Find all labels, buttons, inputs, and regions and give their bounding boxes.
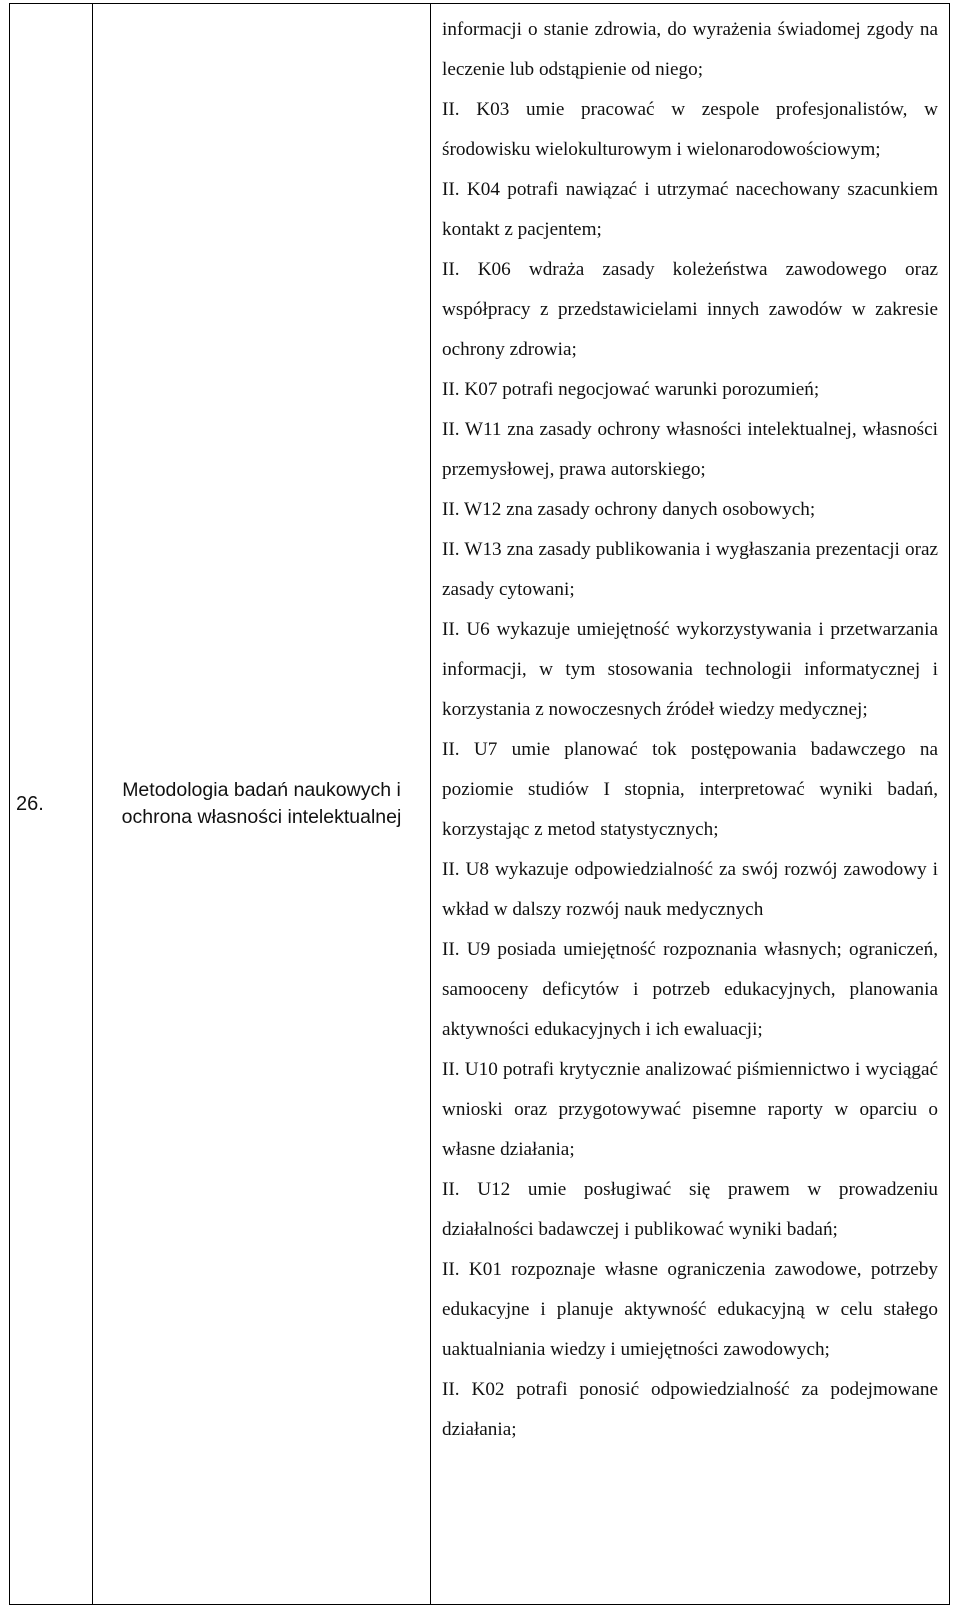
outcome-item: II. K06 wdraża zasady koleżeństwa zawodowego oraz współpracy z przedstawicielami innych zawodów w zakresie ochrony zdrowia; (442, 259, 938, 360)
outcome-item: II. U7 umie planować tok postępowania badawczego na poziomie studiów I stopnia, interpretować wyniki badań, korzystając z metod statystycznych; (442, 739, 938, 840)
row-number: 26. (10, 4, 93, 1605)
outcome-item: II. K04 potrafi nawiązać i utrzymać nacechowany szacunkiem kontakt z pacjentem; (442, 179, 938, 240)
outcome-item: II. W11 zna zasady ochrony własności intelektualnej, własności przemysłowej, prawa autorskiego; (442, 419, 938, 480)
outcome-item: II. W12 zna zasady ochrony danych osobowych; (442, 499, 816, 520)
outcome-item: II. K01 rozpoznaje własne ograniczenia zawodowe, potrzeby edukacyjne i planuje aktywność edukacyjną w celu stałego uaktualniania wiedzy i umiejętności zawodowych; (442, 1259, 938, 1360)
outcome-item: II. U10 potrafi krytycznie analizować piśmiennictwo i wyciągać wnioski oraz przygotowywać pisemne raporty w oparciu o własne działania; (442, 1059, 938, 1160)
outcome-item: II. U8 wykazuje odpowiedzialność za swój rozwój zawodowy i wkład w dalszy rozwój nauk medycznych (442, 859, 938, 920)
table-row (10, 4, 950, 1605)
outcome-item: II. K03 umie pracować w zespole profesjonalistów, w środowisku wielokulturowym i wielonarodowościowym; (442, 99, 938, 160)
course-name-line: Metodologia badań naukowych i (122, 779, 401, 801)
outcome-item: II. K07 potrafi negocjować warunki porozumień; (442, 379, 820, 400)
outcome-item: II. W13 zna zasady publikowania i wygłaszania prezentacji oraz zasady cytowani; (442, 539, 938, 600)
course-name (93, 4, 431, 1605)
learning-outcomes (431, 4, 950, 1605)
curriculum-table (9, 3, 950, 1605)
outcome-item: II. U9 posiada umiejętność rozpoznania własnych; ograniczeń, samooceny deficytów i potrzeb edukacyjnych, planowania aktywności edukacyjnych i ich ewaluacji; (442, 939, 938, 1040)
course-name-line: ochrona własności intelektualnej (121, 806, 402, 828)
outcome-item: informacji o stanie zdrowia, do wyrażenia świadomej zgody na leczenie lub odstąpienie od niego; (442, 19, 938, 80)
outcome-item: II. U6 wykazuje umiejętność wykorzystywania i przetwarzania informacji, w tym stosowania technologii informatycznej i korzystania z nowoczesnych źródeł wiedzy medycznej; (442, 619, 938, 720)
outcome-item: II. U12 umie posługiwać się prawem w prowadzeniu działalności badawczej i publikować wyniki badań; (442, 1179, 938, 1240)
outcome-item: II. K02 potrafi ponosić odpowiedzialność za podejmowane działania; (442, 1379, 938, 1440)
